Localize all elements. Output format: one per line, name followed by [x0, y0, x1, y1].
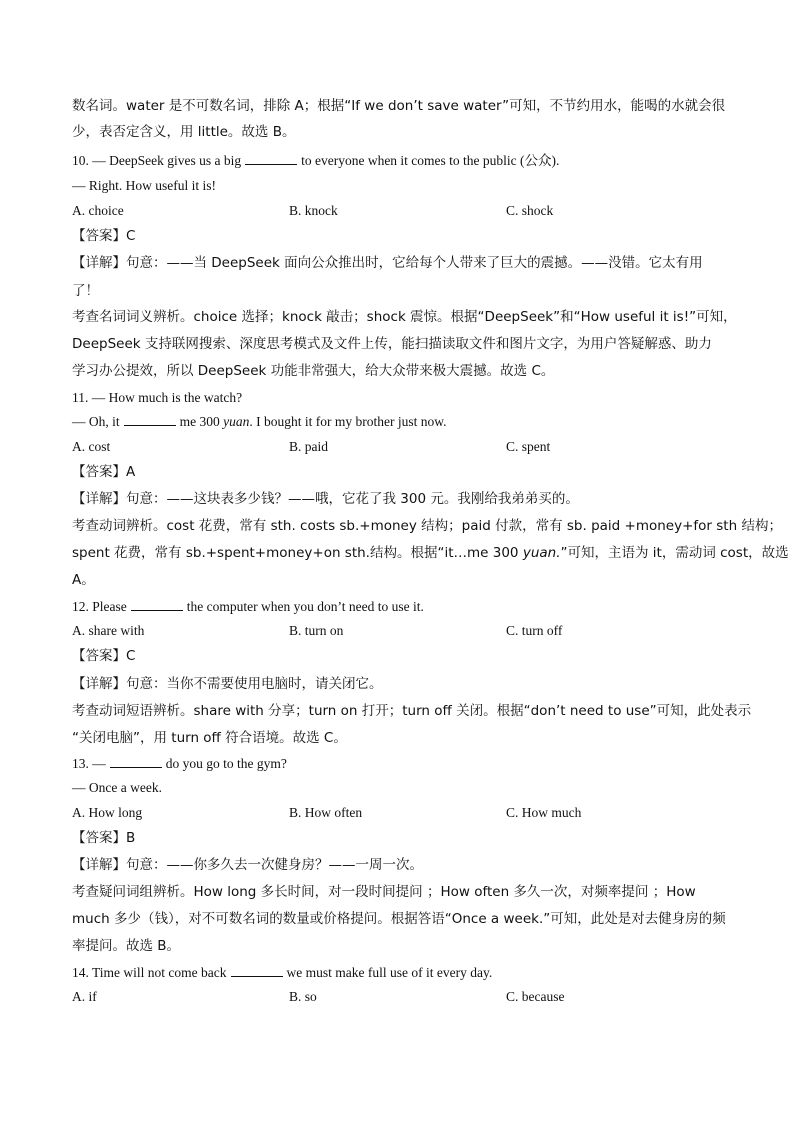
q10-option-a: A. choice [72, 203, 124, 218]
q14-option-a: A. if [72, 989, 97, 1004]
q11-reply-part-c: . I bought it for my brother just now. [249, 414, 447, 429]
q14-stem-part-a: 14. Time will not come back [72, 965, 227, 980]
q13-detail-line-4: 率提问。故选 B。 [72, 938, 181, 954]
question-11-stem: 11. — How much is the watch? [72, 390, 243, 405]
q12-stem-part-b: the computer when you don’t need to use it. [186, 599, 424, 614]
q13-detail-line-1: 【详解】句意：——你多久去一次健身房？——一周一次。 [72, 857, 423, 873]
q10-option-b: B. knock [289, 203, 338, 218]
q12-detail-line-2: 考查动词短语辨析。share with 分享；turn on 打开；turn off 关闭。根据“don’t need to use”可知，此处表示 [72, 703, 752, 719]
q11-option-b: B. paid [289, 439, 328, 454]
q12-detail-line-3: “关闭电脑”，用 turn off 符合语境。故选 C。 [72, 730, 347, 746]
intro-line-2: 少，表否定含义，用 little。故选 B。 [72, 124, 296, 140]
question-12-stem [72, 598, 424, 616]
q12-option-b: B. turn on [289, 623, 344, 638]
q12-option-a: A. share with [72, 623, 145, 638]
q11-detail-part-a: spent 花费，常有 sb.+spent+money+on sth.结构。根据“it…me 300 [72, 545, 523, 561]
q10-detail-line-1: 【详解】句意：——当 DeepSeek 面向公众推出时，它给每个人带来了巨大的震撼。——没错。它太有用 [72, 255, 703, 271]
question-13-stem [72, 755, 287, 773]
q14-stem-part-b: we must make full use of it every day. [286, 965, 493, 980]
q10-option-c: C. shock [506, 203, 554, 218]
q11-reply-part-a: — Oh, it [72, 414, 120, 429]
q10-detail-line-5: 学习办公提效，所以 DeepSeek 功能非常强大，给大众带来极大震撼。故选 C。 [72, 363, 555, 379]
q12-answer: 【答案】C [72, 648, 136, 664]
q10-stem-part-b: to everyone when it comes to the public (公众). [301, 153, 560, 168]
question-14-stem [72, 964, 492, 982]
q13-stem-part-a: 13. — [72, 756, 106, 771]
q10-blank [245, 152, 297, 165]
q11-detail-line-4: A。 [72, 572, 95, 588]
q11-detail-line-2: 考查动词辨析。cost 花费，常有 sth. costs sb.+money 结构；paid 付款，常有 sb. paid +money+for sth 结构； [72, 518, 782, 534]
q11-option-c: C. spent [506, 439, 551, 454]
q11-detail-yuan: yuan. [522, 545, 561, 561]
q14-option-c: C. because [506, 989, 565, 1004]
q13-option-a: A. How long [72, 805, 143, 820]
question-13-reply: — Once a week. [72, 780, 162, 795]
q12-blank [131, 598, 183, 611]
q12-option-c: C. turn off [506, 623, 563, 638]
q12-stem-part-a: 12. Please [72, 599, 127, 614]
q13-blank [110, 755, 162, 768]
q11-option-a: A. cost [72, 439, 111, 454]
question-10-reply: — Right. How useful it is! [72, 178, 216, 193]
q13-detail-line-3: much 多少（钱），对不可数名词的数量或价格提问。根据答语“Once a week.”可知，此处是对去健身房的频 [72, 911, 726, 927]
q10-answer: 【答案】C [72, 228, 136, 244]
q13-stem-part-b: do you go to the gym? [165, 756, 287, 771]
q10-detail-line-4: DeepSeek 支持联网搜索、深度思考模式及文件上传，能扫描读取文件和图片文字，为用户答疑解惑、助力 [72, 336, 712, 352]
q10-detail-line-3: 考查名词词义辨析。choice 选择；knock 敲击；shock 震惊。根据“DeepSeek”和“How useful it is!”可知， [72, 309, 737, 325]
q14-blank [231, 964, 283, 977]
q11-detail-line-3 [72, 544, 789, 562]
intro-line-1: 数名词。water 是不可数名词，排除 A；根据“If we don’t save water”可知，不节约用水，能喝的水就会很 [72, 98, 726, 114]
q13-option-b: B. How often [289, 805, 363, 820]
q11-reply-part-b: me 300 [179, 414, 220, 429]
question-10-stem [72, 152, 559, 170]
question-11-reply [72, 413, 447, 431]
q13-answer: 【答案】B [72, 830, 136, 846]
q10-stem-part-a: 10. — DeepSeek gives us a big [72, 153, 242, 168]
q11-blank [124, 413, 176, 426]
q12-detail-line-1: 【详解】句意：当你不需要使用电脑时，请关闭它。 [72, 676, 383, 692]
q13-detail-line-2: 考查疑问词组辨析。How long 多长时间，对一段时间提问 ；How often 多久一次，对频率提问 ；How [72, 884, 696, 900]
q14-option-b: B. so [289, 989, 317, 1004]
q11-reply-yuan: yuan [223, 414, 250, 429]
q10-detail-line-2: 了！ [72, 283, 99, 299]
q13-option-c: C. How much [506, 805, 582, 820]
q11-answer: 【答案】A [72, 464, 136, 480]
q11-detail-line-1: 【详解】句意：——这块表多少钱？——哦，它花了我 300 元。我刚给我弟弟买的。 [72, 491, 579, 507]
q11-detail-part-b: ”可知，主语为 it，需动词 cost，故选 [560, 545, 789, 561]
